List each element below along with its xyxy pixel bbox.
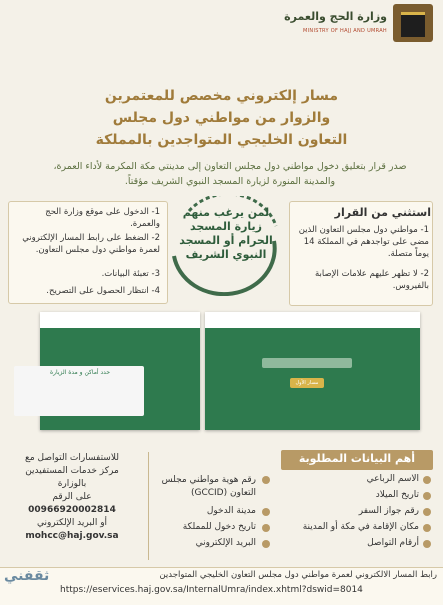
footer-url[interactable]: https://eservices.haj.gov.sa/InternalUmra/index.xhtml?dswid=8014: [60, 585, 363, 595]
ministry-name-ar: وزارة الحج والعمرة: [284, 10, 387, 23]
step-4: 4- انتظار الحصول على التصريح.: [46, 286, 160, 296]
exception-2: 2- لا تظهر عليهم علامات الإصابة بالفيروس.: [314, 269, 429, 291]
ministry-logo: [393, 4, 433, 42]
req-left-4: البريد الإلكتروني: [195, 538, 256, 548]
contact-email[interactable]: mohcc@haj.gov.sa: [25, 531, 119, 541]
ministry-name-en: MINISTRY OF HAJJ AND UMRAH: [303, 28, 387, 34]
step-2: 2- الضغط على رابط المسار الإلكتروني لعمرة مواطني دول مجلس التعاون.: [22, 233, 160, 255]
landing-banner: [262, 358, 352, 368]
req-right-1: الاسم الرباعي: [366, 474, 419, 484]
req-right-4: مكان الإقامة في مكة أو المدينة: [302, 522, 419, 532]
bullet-dot: [262, 508, 270, 516]
req-right-2: تاريخ الميلاد: [375, 490, 419, 500]
contact-line-1: للاستفسارات التواصل مع: [25, 453, 119, 463]
contact-phone[interactable]: 00966920002814: [28, 505, 116, 515]
title-line-1: مسار إلكتروني مخصص للمعتمرين: [104, 88, 339, 104]
step-3: 3- تعبئة البيانات.: [101, 269, 160, 279]
req-left-3: تاريخ دخول للمملكة: [182, 522, 256, 532]
intro-text: صدر قرار بتعليق دخول مواطني دول مجلس التعاون إلى مدينتي مكة المكرمة لأداء العمرة، والمدينة المنورة لزيارة المسجد النبوي الشريف مؤقتاً.: [53, 161, 407, 187]
form-card-label: حدد أماكن و مدة الزيارة: [50, 369, 111, 376]
bullet-dot: [423, 508, 431, 516]
step-1: 1- الدخول على موقع وزارة الحج والعمرة.: [45, 207, 160, 229]
contact-block: [12, 452, 132, 543]
req-right-3: رقم جواز السفر: [358, 506, 419, 516]
bullet-dot: [262, 476, 270, 484]
bullet-dot: [262, 540, 270, 548]
bullet-dot: [262, 524, 270, 532]
title-line-3: التعاون الخليجي المتواجدين بالمملكة: [95, 132, 348, 148]
exceptions-title: استثني من القرار: [334, 206, 431, 219]
req-right-5: أرقام التواصل: [367, 538, 419, 548]
footer-text: رابط المسار الالكتروني لعمرة مواطني دول مجلس التعاون الخليجي المتواجدين: [159, 570, 437, 580]
title-line-2: والزوار من مواطني دول مجلس: [112, 110, 331, 126]
contact-line-3: على الرقم: [52, 492, 92, 502]
bullet-dot: [423, 476, 431, 484]
divider: [148, 452, 149, 560]
req-left-1: رقم هوية مواطني مجلس التعاون (GCCID): [161, 475, 256, 498]
bullet-dot: [423, 524, 431, 532]
bullet-dot: [423, 540, 431, 548]
contact-line-2: مركز خدمات المستفيدين بالوزارة: [25, 466, 119, 489]
landing-button[interactable]: مسار الأول: [290, 378, 324, 388]
req-left-2: مدينة الدخول: [206, 506, 256, 516]
center-text: لمن يرغب منهم زيارة المسجد الحرام أو المسجد النبوي الشريف: [179, 206, 273, 261]
contact-line-4: أو البريد الإلكتروني: [36, 518, 108, 528]
required-title: أهم البيانات المطلوبة: [298, 452, 415, 465]
bullet-dot: [423, 492, 431, 500]
watermark-logo: ثقفني: [4, 568, 50, 584]
screenshot-landing: [205, 312, 420, 430]
exception-1: 1- مواطني دول مجلس التعاون الذين مضى على تواجدهم في المملكة 14 يوماً متصلة.: [298, 225, 429, 259]
